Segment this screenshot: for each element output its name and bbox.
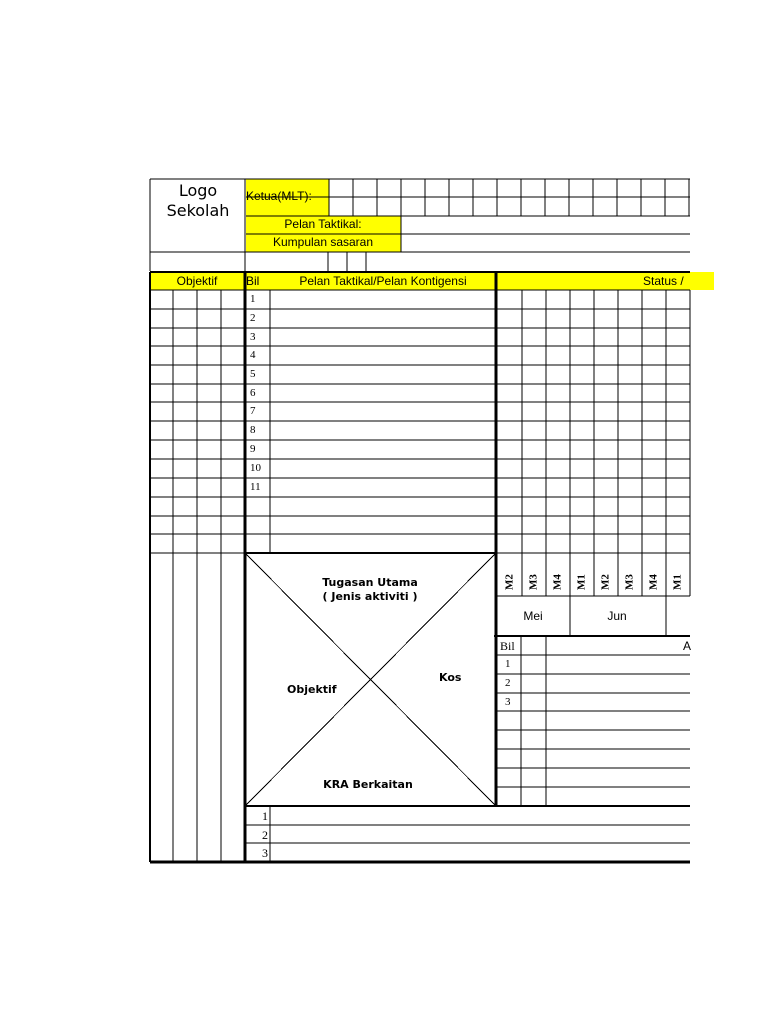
main-row-number: 3 (250, 331, 256, 343)
logo-text-line1: Logo (178, 181, 218, 200)
lower-row-number: 1 (505, 658, 511, 670)
main-row-number: 4 (250, 349, 256, 361)
diagram-top-line2: ( Jenis aktiviti ) (322, 590, 418, 603)
lower-col-header: A (683, 639, 692, 653)
pelan-kontigensi-header: Pelan Taktikal/Pelan Kontigensi (299, 274, 467, 288)
week-label: M2 (503, 574, 515, 590)
lower-bil-header: Bil (500, 639, 515, 653)
main-row-number: 5 (250, 368, 256, 380)
lower-row-number: 3 (505, 696, 511, 708)
main-row-number: 6 (250, 387, 256, 399)
month-mei: Mei (523, 609, 543, 623)
diagram-right-label: Kos (439, 671, 462, 684)
week-label: M4 (551, 574, 564, 590)
objektif-header: Objektif (176, 274, 218, 288)
week-label: M1 (575, 574, 588, 590)
bottom-row-number: 2 (262, 828, 268, 842)
ketua-label: Ketua(MLT): (246, 189, 312, 203)
main-row-number: 8 (250, 424, 256, 436)
main-row-number: 9 (250, 443, 256, 455)
main-row-number: 7 (250, 405, 256, 417)
week-label: M3 (623, 574, 636, 590)
diagram-top-line1: Tugasan Utama (322, 576, 418, 589)
pelan-taktikal-label: Pelan Taktikal: (284, 217, 362, 231)
diagram-left-label: Objektif (287, 683, 337, 696)
lower-row-number: 2 (505, 677, 511, 689)
status-header: Status / (643, 274, 684, 288)
week-label: M4 (647, 574, 660, 590)
kumpulan-sasaran-label: Kumpulan sasaran (272, 235, 374, 249)
main-row-number: 11 (250, 481, 261, 493)
week-label: M2 (599, 574, 612, 590)
diagram-bottom-label: KRA Berkaitan (323, 778, 413, 791)
main-row-number: 1 (250, 293, 256, 305)
week-label: M3 (527, 574, 540, 590)
bottom-row-number: 1 (262, 809, 268, 823)
main-row-number: 2 (250, 312, 256, 324)
week-label: M1 (671, 574, 684, 590)
logo-text-line2: Sekolah (166, 201, 230, 220)
bil-header: Bil (246, 274, 260, 288)
month-jun: Jun (607, 609, 627, 623)
main-row-number: 10 (250, 462, 261, 474)
bottom-row-number: 3 (262, 846, 268, 860)
